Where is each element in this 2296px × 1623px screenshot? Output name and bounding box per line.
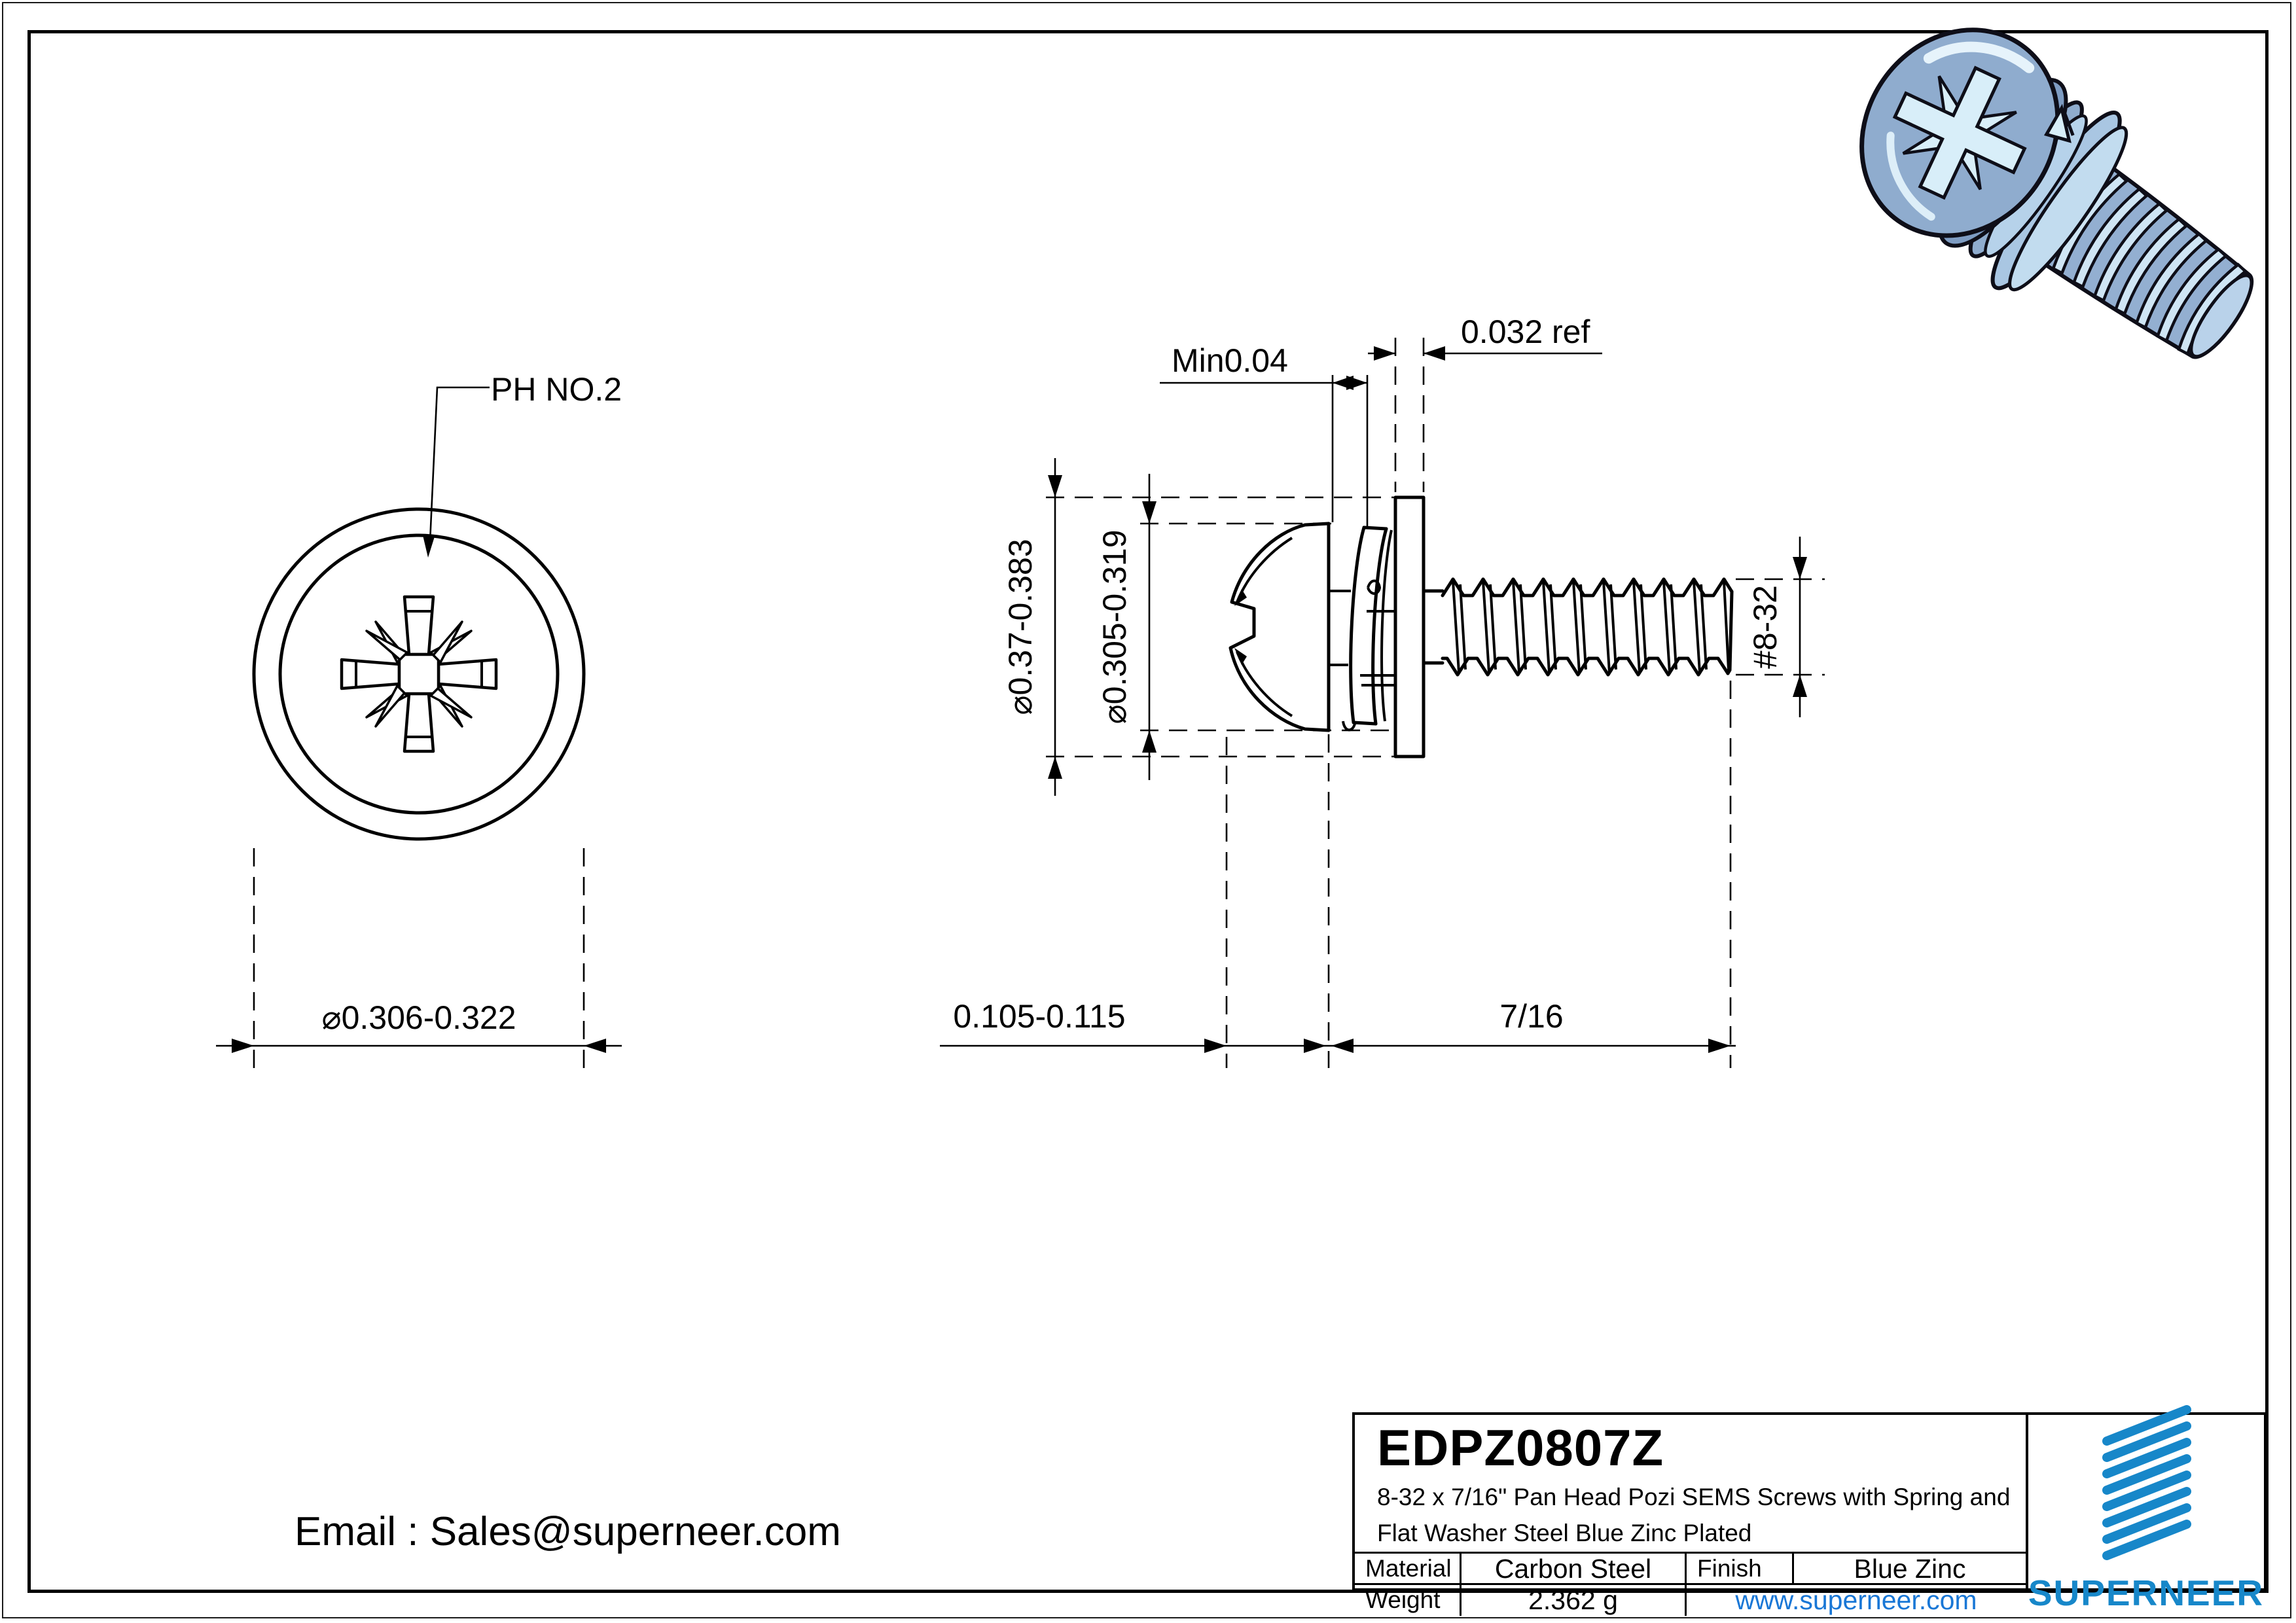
flat-washer	[1395, 497, 1424, 757]
head-height-dim: 0.105-0.115	[953, 998, 1126, 1035]
dim-washer-thickness	[1368, 313, 1602, 492]
part-number: EDPZ0807Z	[1377, 1419, 1664, 1476]
material-finish-row	[1355, 1552, 2026, 1583]
side-view	[940, 313, 1825, 1068]
title-block-header	[1355, 1415, 2026, 1552]
website-link[interactable]: www.superneer.com	[1735, 1584, 1977, 1615]
pozi-center-square	[399, 654, 439, 694]
dim-spring-min	[1160, 342, 1367, 526]
title-block	[1352, 1412, 2267, 1615]
pozi-arm-west	[342, 660, 399, 688]
washer-thickness-dim: 0.032 ref	[1461, 313, 1590, 350]
contact-email: Email : Sales@superneer.com	[295, 1509, 841, 1554]
part-description-line2: Flat Washer Steel Blue Zinc Plated	[1377, 1520, 1752, 1547]
head-diameter-dim: ⌀0.306-0.322	[321, 999, 516, 1036]
pozi-arm-east	[439, 660, 496, 688]
weight-label: Weight	[1355, 1585, 1462, 1616]
washer-od-dim: ⌀0.37-0.383	[1002, 539, 1039, 715]
dim-thread-spec	[1736, 537, 1825, 717]
superneer-logo-stripes-icon	[2087, 1390, 2205, 1554]
thread-spec-dim: #8-32	[1747, 585, 1784, 669]
finish-label: Finish	[1687, 1554, 1794, 1584]
dim-bottom-row	[940, 681, 1736, 1068]
spring-min-dim: Min0.04	[1172, 342, 1288, 379]
thread-length-dim: 7/16	[1499, 998, 1564, 1035]
part-description	[1377, 1479, 2026, 1552]
spring-washer	[1329, 527, 1395, 730]
pozi-arm-north	[404, 597, 433, 654]
brand-wordmark: SUPERNEER	[2028, 1572, 2265, 1613]
top-dim-arrow-right	[584, 1039, 606, 1053]
top-view	[216, 371, 622, 1068]
pan-head-outline	[1230, 524, 1329, 730]
pozi-arm-south	[404, 694, 433, 751]
shank-lines	[1424, 591, 1443, 663]
weight-value: 2.362 g	[1462, 1585, 1687, 1616]
part-description-line1: 8-32 x 7/16" Pan Head Pozi SEMS Screws with Spring and	[1377, 1483, 2011, 1510]
material-label: Material	[1355, 1554, 1462, 1584]
screw-3d-render	[1818, 0, 2295, 412]
material-value: Carbon Steel	[1462, 1554, 1687, 1584]
head-od-dim: ⌀0.305-0.319	[1096, 529, 1133, 724]
top-dim-arrow-left	[232, 1039, 254, 1053]
weight-website-row	[1355, 1583, 2026, 1614]
thread-profile-top	[1443, 579, 1732, 596]
recess-profile-arcs	[1237, 538, 1292, 716]
title-block-text-area	[1355, 1415, 2026, 1615]
brand-logo-cell	[2026, 1415, 2265, 1613]
finish-value: Blue Zinc	[1854, 1553, 1966, 1584]
dim-washer-od	[1002, 458, 1398, 796]
drive-label: PH NO.2	[491, 371, 622, 408]
